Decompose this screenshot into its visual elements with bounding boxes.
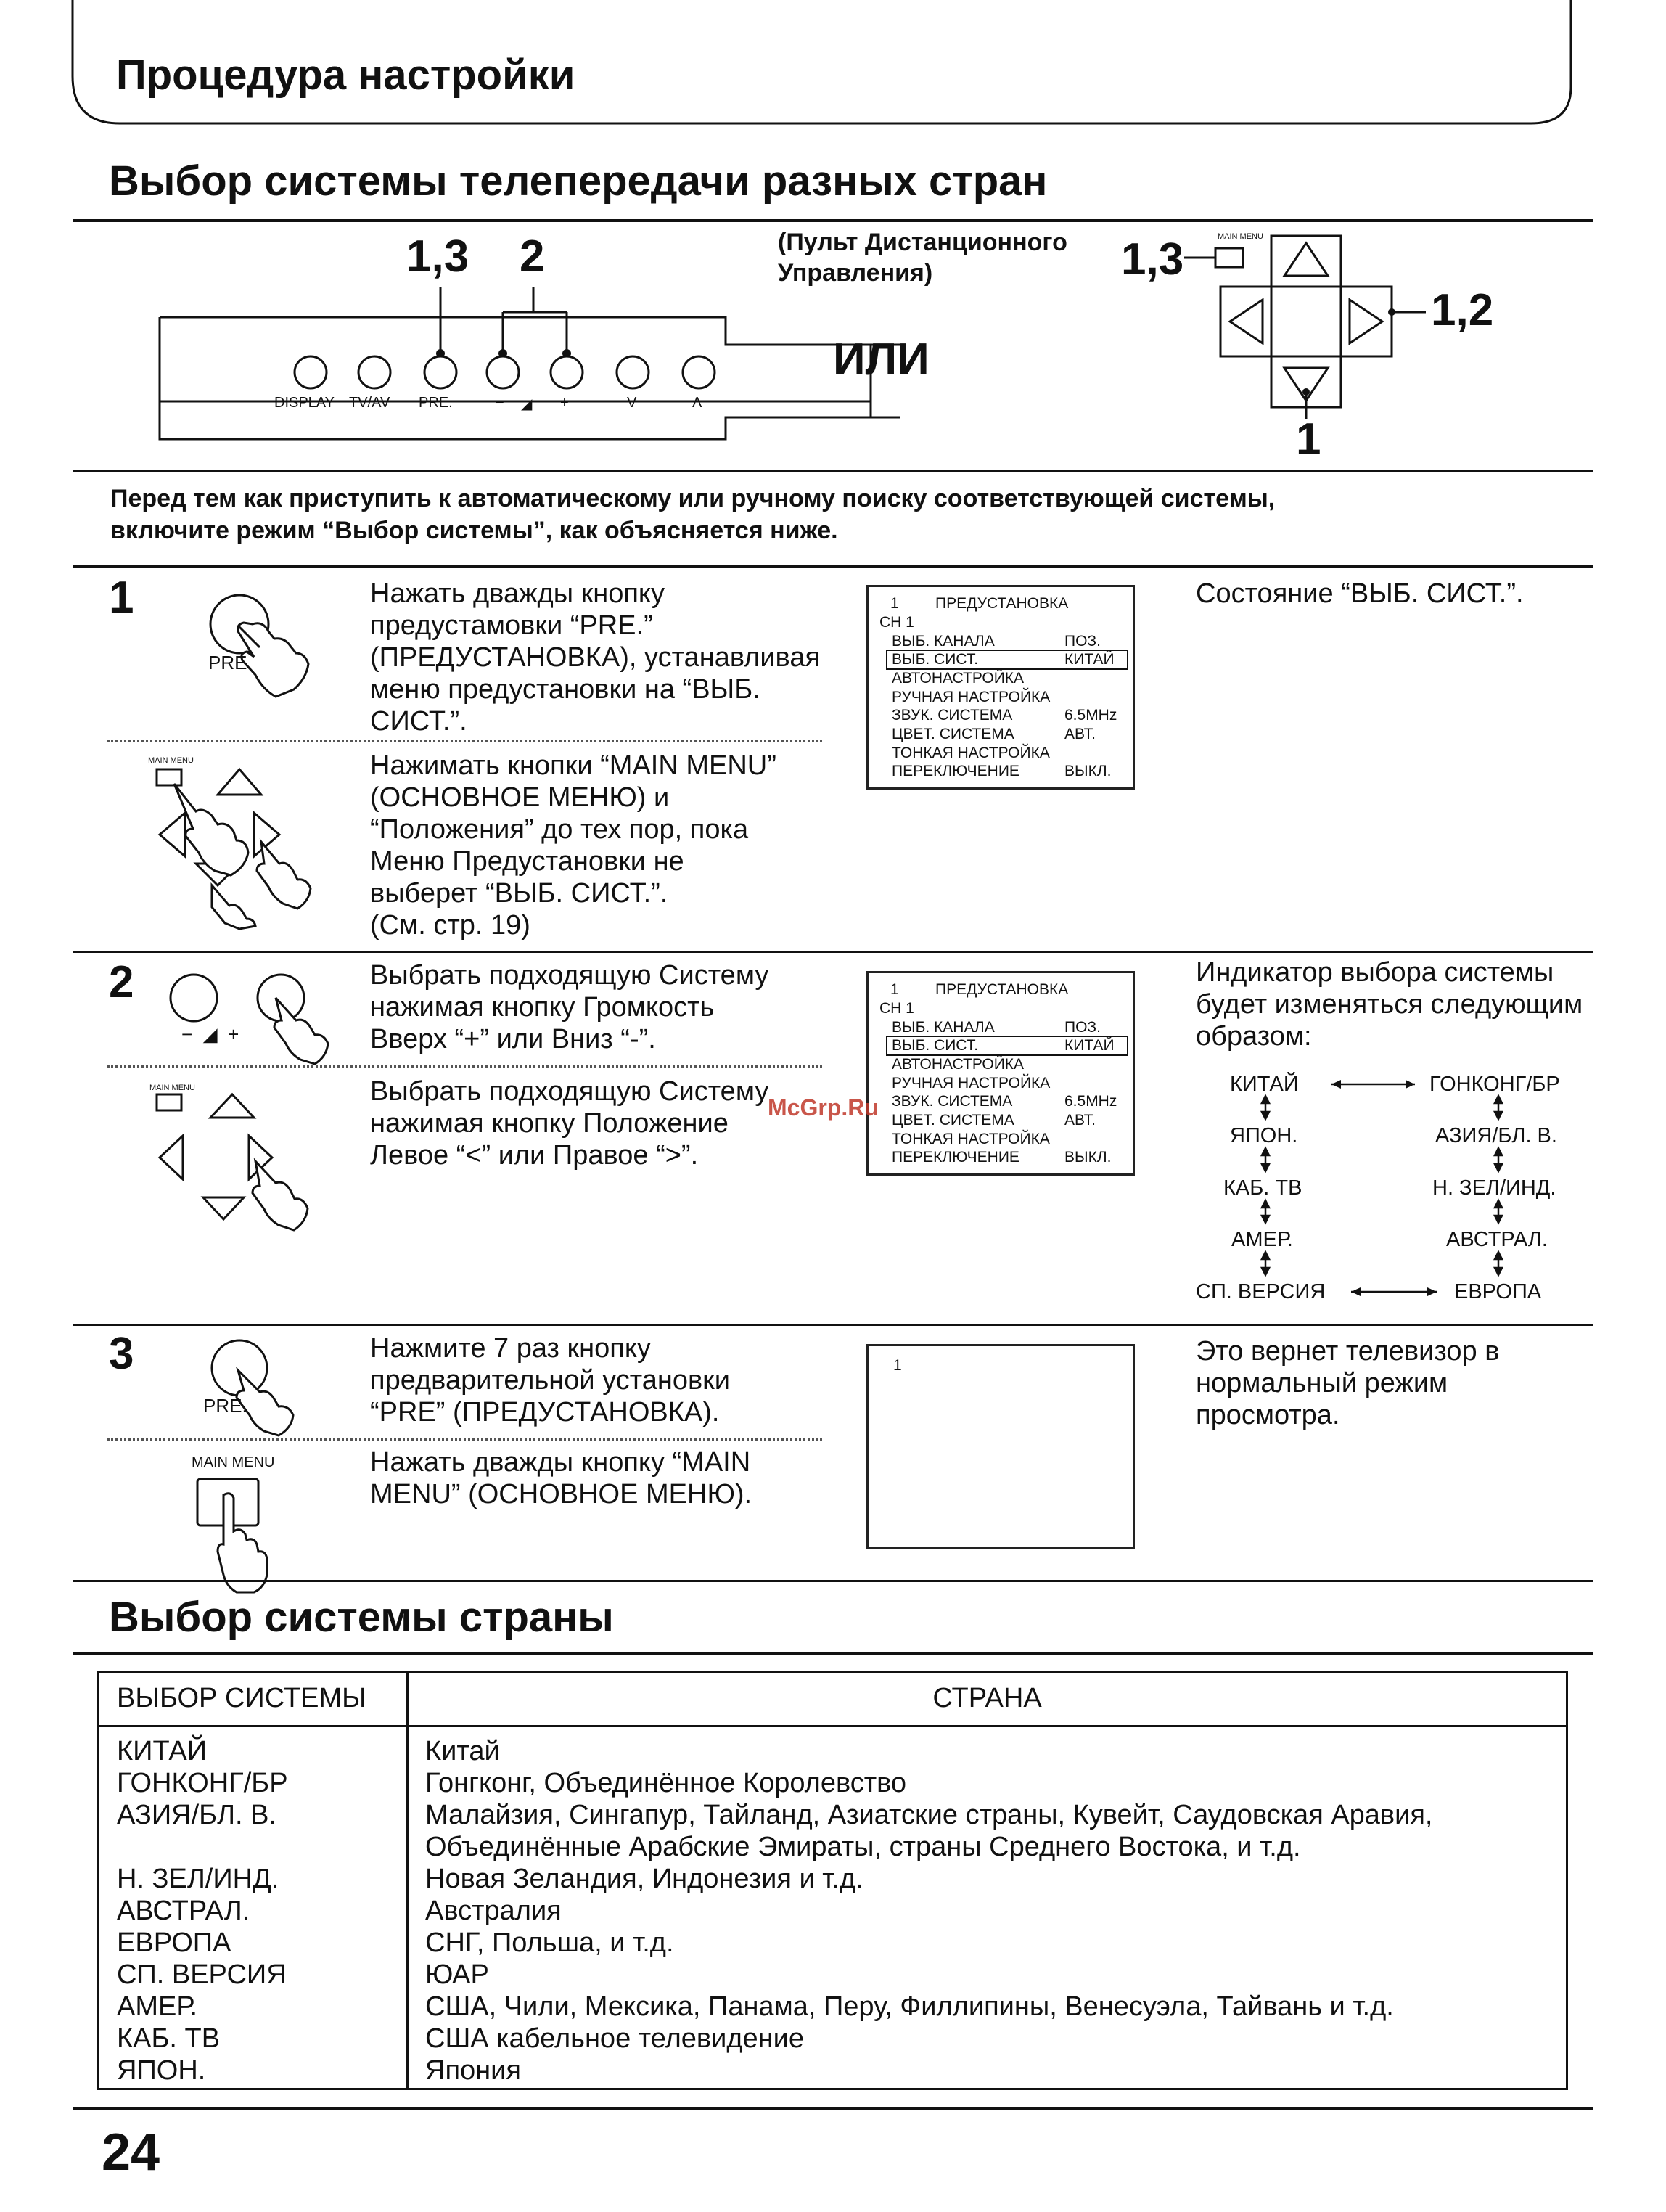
remote-dpad <box>1175 218 1509 464</box>
callout-2: 2 <box>520 232 545 282</box>
section-title-country: Выбор системы страны <box>109 1594 614 1641</box>
table-header-system: ВЫБОР СИСТЕМЫ <box>117 1683 366 1713</box>
step-2-main-menu-label: MAIN MENU <box>149 1084 195 1092</box>
divider <box>73 2107 1593 2110</box>
label-plus: + <box>560 395 569 411</box>
main-menu-label: MAIN MENU <box>1218 232 1263 241</box>
step-3-text-a: Нажмите 7 раз кнопку предварительной установки “PRE” (ПРЕДУСТАНОВКА). <box>370 1333 731 1427</box>
tv-front-panel <box>145 272 943 461</box>
step-3-main-menu-label: MAIN MENU <box>192 1454 275 1470</box>
pre-button[interactable] <box>424 356 456 388</box>
table-row: КАБ. ТВ США кабельное телевидение <box>117 2023 804 2054</box>
tv-av-button[interactable] <box>358 356 390 388</box>
osd-menu-step-1: 1 ПРЕДУСТАНОВКА CH 1 ВЫБ. КАНАЛА ПОЗ. ВЫБ. СИСТ. КИТАЙ АВТОНАСТРОЙКА РУЧНАЯ НАСТРОЙКА ЗВУК. СИСТЕМА 6.5MHz ЦВЕТ. СИСТЕМА АВТ. ТОНКАЯ НАСТРОЙКА ПЕРЕКЛЮЧЕНИЕ ВЫКЛ. <box>866 585 1135 790</box>
label-display: DISPLAY <box>274 395 335 411</box>
tv-screen-step-3: 1 <box>866 1344 1135 1549</box>
divider <box>73 1580 1593 1582</box>
step-3-number: 3 <box>109 1329 134 1379</box>
divider <box>73 1324 1593 1326</box>
page-number: 24 <box>102 2123 160 2182</box>
callout-1-3: 1,3 <box>406 232 469 282</box>
system-cycle-arrows <box>1190 1067 1524 1314</box>
divider <box>73 1652 1593 1655</box>
cycle-right-4: ЕВРОПА <box>1454 1280 1542 1303</box>
cycle-left-4: СП. ВЕРСИЯ <box>1196 1280 1326 1303</box>
table-row: ГОНКОНГ/БР Гонгконг, Объединённое Королевство <box>117 1768 907 1798</box>
step-2-dotted-divider <box>107 1065 822 1068</box>
label-tv-av: TV/AV <box>349 395 390 411</box>
osd-menu-step-2: 1 ПРЕДУСТАНОВКА CH 1 ВЫБ. КАНАЛА ПОЗ. ВЫБ. СИСТ. КИТАЙ АВТОНАСТРОЙКА РУЧНАЯ НАСТРОЙКА ЗВУК. СИСТЕМА 6.5MHz ЦВЕТ. СИСТЕМА АВТ. ТОНКАЯ НАСТРОЙКА ПЕРЕКЛЮЧЕНИЕ ВЫКЛ. <box>866 971 1135 1176</box>
channel-down-button[interactable] <box>617 356 649 388</box>
label-pre: PRE. <box>419 395 453 411</box>
remote-callout-1-3: 1,3 <box>1121 234 1184 284</box>
step-2-number: 2 <box>109 957 134 1007</box>
table-header-country: СТРАНА <box>932 1683 1042 1713</box>
table-row: АЗИЯ/БЛ. В. Малайзия, Сингапур, Тайланд, Азиатские страны, Кувейт, Саудовская Аравия, Объединённые Арабские Эмираты, страны Среднего Востока, и т.д. <box>117 1800 1433 1862</box>
watermark: McGrp.Ru <box>768 1094 879 1121</box>
cycle-right-0: ГОНКОНГ/БР <box>1429 1073 1560 1096</box>
volume-up-button[interactable] <box>551 356 583 388</box>
volume-down-button[interactable] <box>487 356 519 388</box>
step-2-text-b: Выбрать подходящую Систему нажимая кнопку Положение Левое “<” или Правое “>”. <box>370 1076 769 1171</box>
main-menu-press-icon <box>189 1473 290 1597</box>
cycle-left-1: ЯПОН. <box>1230 1124 1298 1147</box>
cycle-right-3: АВСТРАЛ. <box>1446 1228 1548 1251</box>
step-3-text-b: Нажать дважды кнопку “MAIN MENU” (ОСНОВНОЕ МЕНЮ). <box>370 1447 752 1510</box>
section-title-broadcast: Выбор системы телепередачи разных стран <box>109 157 1048 205</box>
cycle-right-2: Н. ЗЕЛ/ИНД. <box>1432 1176 1556 1200</box>
step-3-pre-label: PRE. <box>203 1395 247 1417</box>
step-3-note: Это вернет телевизор в нормальный режим просмотра. <box>1196 1336 1500 1430</box>
step-2-volume-label: − ◢ + <box>181 1023 239 1045</box>
volume-press-icon <box>167 965 370 1067</box>
step-1-note: Состояние “ВЫБ. СИСТ.”. <box>1196 578 1524 609</box>
table-row: ЕВРОПА СНГ, Польша, и т.д. <box>117 1928 674 1958</box>
pre-press-icon-step-3 <box>196 1335 327 1437</box>
step-1-pre-label: PRE. <box>208 652 253 673</box>
remote-callout-1: 1 <box>1296 414 1321 464</box>
divider <box>73 470 1593 472</box>
channel-up-button[interactable] <box>683 356 715 388</box>
pre-press-icon <box>196 581 327 697</box>
cycle-left-3: АМЕР. <box>1231 1228 1293 1251</box>
table-row: АМЕР. США, Чили, Мексика, Панама, Перу, Филлипины, Венесуэла, Тайвань и т.д. <box>117 1991 1394 2022</box>
country-table <box>97 1671 1568 2090</box>
intro-line-2: включите режим “Выбор системы”, как объясняется ниже. <box>110 517 838 544</box>
divider <box>73 951 1593 953</box>
step-2-note: Индикатор выбора системы будет изменяться следующим образом: <box>1196 957 1583 1052</box>
cycle-left-2: КАБ. ТВ <box>1223 1176 1302 1200</box>
table-row: Н. ЗЕЛ/ИНД. Новая Зеландия, Индонезия и т.д. <box>117 1864 863 1894</box>
remote-callout-1-2: 1,2 <box>1431 285 1494 335</box>
table-body <box>99 1735 1566 2086</box>
step-3-dotted-divider <box>107 1438 822 1441</box>
display-button[interactable] <box>295 356 327 388</box>
cycle-right-1: АЗИЯ/БЛ. В. <box>1435 1124 1557 1147</box>
page-header-title: Процедура настройки <box>116 52 575 99</box>
step-1-main-menu-label: MAIN MENU <box>148 756 194 765</box>
or-label: ИЛИ <box>833 335 930 385</box>
table-row: КИТАЙ Китай <box>117 1736 500 1766</box>
label-caret: Λ <box>692 395 702 411</box>
step-1-number: 1 <box>109 573 134 623</box>
intro-line-1: Перед тем как приступить к автоматическому или ручному поиску соответствующей системы, <box>110 485 1276 512</box>
step-1-dotted-divider <box>107 740 822 742</box>
table-row: СП. ВЕРСИЯ ЮАР <box>117 1959 489 1990</box>
table-row: АВСТРАЛ. Австралия <box>117 1896 562 1926</box>
menu-position-press-icon <box>145 755 348 929</box>
label-minus: − <box>496 395 504 411</box>
label-volume: ◢ <box>521 396 533 412</box>
step-1-text-a: Нажать дважды кнопку предустамовки “PRE.” (ПРЕДУСТАНОВКА), устанавливая меню предустановки на “ВЫБ. СИСТ.”. <box>370 578 821 737</box>
label-v: V <box>627 395 637 411</box>
cycle-left-0: КИТАЙ <box>1230 1073 1299 1096</box>
divider <box>73 565 1593 568</box>
main-menu-button[interactable] <box>1215 248 1243 267</box>
table-row: ЯПОН. Япония <box>117 2055 521 2086</box>
step-1-text-b: Нажимать кнопки “MAIN MENU” (ОСНОВНОЕ МЕНЮ) и “Положения” до тех пор, пока Меню Предустановки не выберет “ВЫБ. СИСТ.”. (См. стр. 19) <box>370 750 776 941</box>
step-2-text-a: Выбрать подходящую Систему нажимая кнопку Громкость Вверх “+” или Вниз “-”. <box>370 960 769 1054</box>
remote-caption-2: Управления) <box>778 259 933 287</box>
position-press-icon <box>145 1081 348 1241</box>
remote-caption-1: (Пульт Дистанционного <box>778 229 1067 256</box>
